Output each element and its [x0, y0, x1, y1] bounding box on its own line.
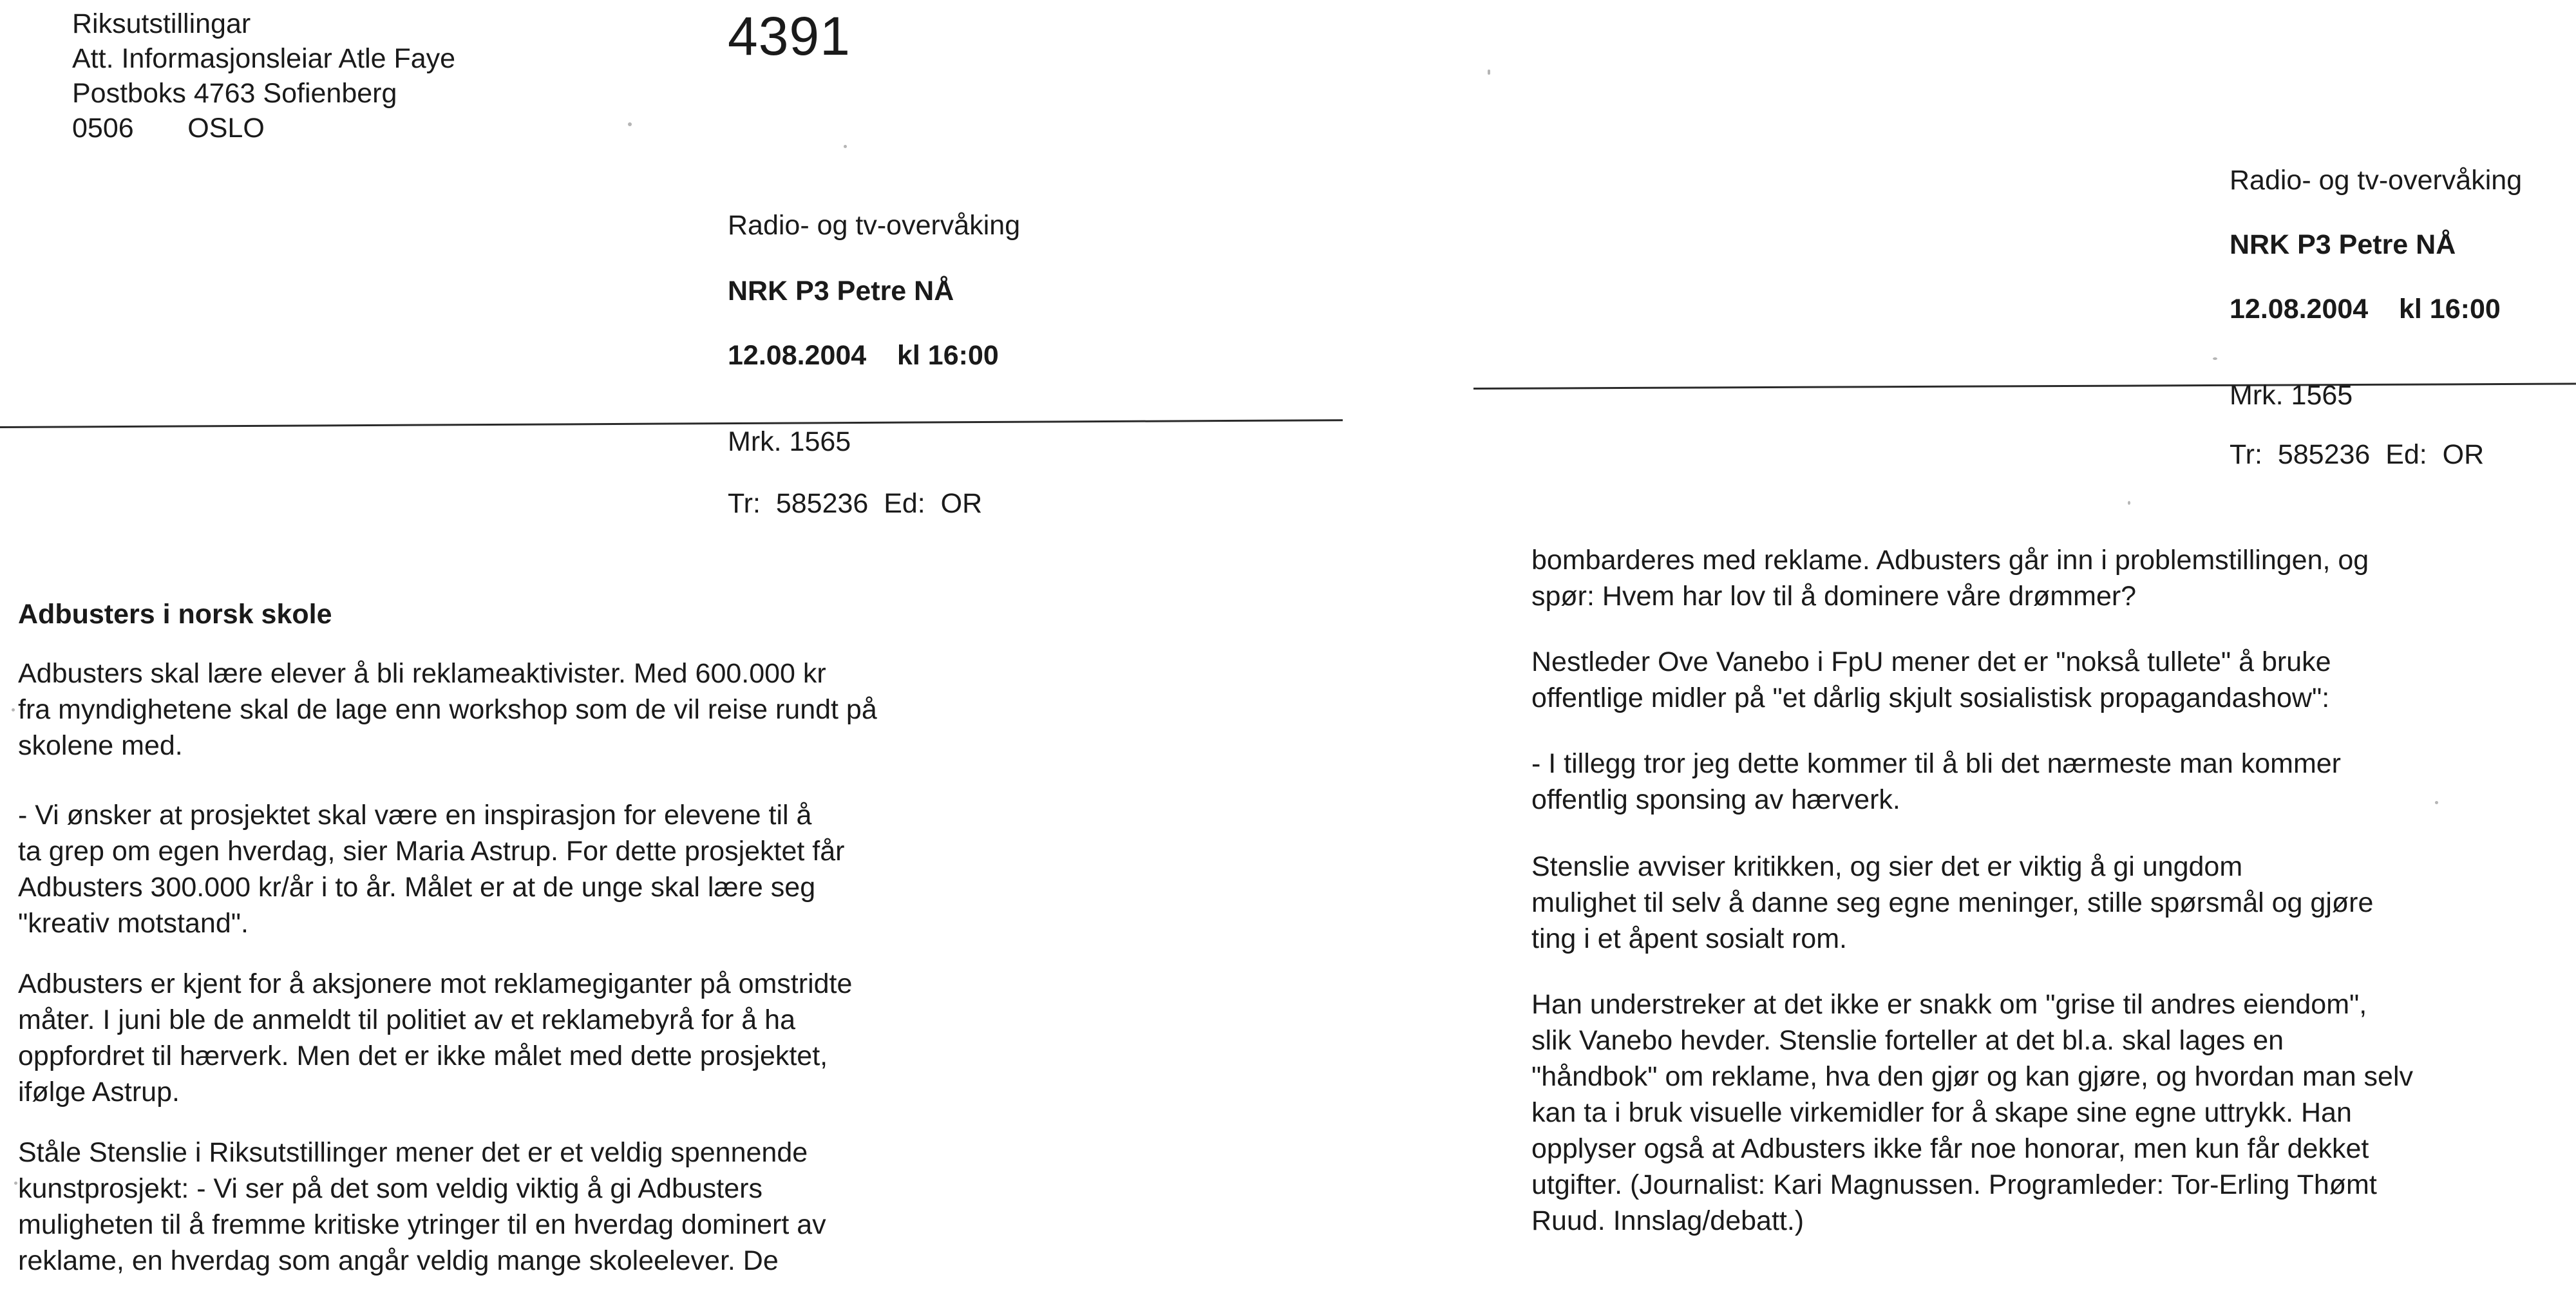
text-line: Adbusters skal lære elever å bli reklameaktivister. Med 600.000 kr: [18, 658, 826, 689]
text-line: bombarderes med reklame. Adbusters går inn i problemstillingen, og: [1531, 545, 2369, 576]
paragraph: [18, 1135, 826, 1279]
text-line: ifølge Astrup.: [18, 1077, 180, 1107]
article-title: Adbusters i norsk skole: [18, 599, 332, 630]
service-label: Radio- og tv-overvåking: [728, 210, 1021, 241]
text-line: Adbusters 300.000 kr/år i to år. Målet er at de unge skal lære seg: [18, 872, 816, 903]
text-line: oppfordret til hærverk. Men det er ikke målet med dette prosjektet,: [18, 1041, 828, 1071]
scan-speck: [2213, 357, 2217, 360]
text-line: "håndbok" om reklame, hva den gjør og kan gjøre, og hvordan man selv: [1531, 1061, 2414, 1092]
recipient-line: Riksutstillingar: [72, 8, 251, 39]
text-line: mulighet til selv å danne seg egne meninger, stille spørsmål og gjøre: [1531, 887, 2374, 918]
scan-speck: [628, 122, 632, 126]
programme-label: NRK P3 Petre NÅ: [728, 276, 954, 306]
text-line: Stenslie avviser kritikken, og sier det er viktig å gi ungdom: [1531, 851, 2243, 882]
date-time-label: 12.08.2004 kl 16:00: [2230, 294, 2501, 325]
text-line: slik Vanebo hevder. Stenslie forteller at det bl.a. skal lages en: [1531, 1025, 2284, 1056]
text-line: spør: Hvem har lov til å dominere våre drømmer?: [1531, 581, 2137, 612]
tr-ed-label: Tr: 585236 Ed: OR: [2230, 439, 2485, 470]
recipient-line: 0506 OSLO: [72, 113, 265, 144]
recipient-line: Att. Informasjonsleiar Atle Faye: [72, 43, 456, 74]
scan-speck: [2435, 801, 2438, 804]
text-line: skolene med.: [18, 730, 183, 761]
programme-label: NRK P3 Petre NÅ: [2230, 229, 2456, 260]
scan-speck: [14, 1182, 17, 1185]
header-divider: [0, 419, 1343, 428]
tr-ed-label: Tr: 585236 Ed: OR: [728, 488, 983, 519]
scan-speck: [844, 145, 847, 148]
text-line: offentlig sponsing av hærverk.: [1531, 784, 1900, 815]
text-line: Nestleder Ove Vanebo i FpU mener det er "nokså tullete" å bruke: [1531, 646, 2331, 677]
text-line: fra myndighetene skal de lage enn workshop som de vil reise rundt på: [18, 694, 877, 725]
scan-speck: [12, 708, 15, 711]
text-line: utgifter. (Journalist: Kari Magnussen. Programleder: Tor-Erling Thømt: [1531, 1169, 2377, 1200]
text-line: måter. I juni ble de anmeldt til politiet av et reklamebyrå for å ha: [18, 1004, 796, 1035]
paragraph: [1531, 644, 2331, 716]
text-line: - I tillegg tror jeg dette kommer til å bli det nærmeste man kommer: [1531, 748, 2341, 779]
paragraph: [18, 655, 877, 764]
service-label: Radio- og tv-overvåking: [2230, 165, 2523, 196]
scan-speck: [1488, 70, 1490, 75]
right-page: [1443, 0, 2576, 1291]
mrk-label: Mrk. 1565: [2230, 380, 2353, 411]
text-line: - Vi ønsker at prosjektet skal være en inspirasjon for elevene til å: [18, 800, 812, 831]
text-line: Ruud. Innslag/debatt.): [1531, 1205, 1804, 1236]
paragraph: [1531, 986, 2413, 1239]
text-line: kan ta i bruk visuelle virkemidler for å skape sine egne uttrykk. Han: [1531, 1097, 2352, 1128]
text-line: opplyser også at Adbusters ikke får noe honorar, men kun får dekket: [1531, 1133, 2369, 1164]
paragraph: [1531, 542, 2369, 614]
paragraph: [1531, 746, 2341, 818]
text-line: Han understreker at det ikke er snakk om "grise til andres eiendom",: [1531, 989, 2367, 1020]
text-line: ta grep om egen hverdag, sier Maria Astrup. For dette prosjektet får: [18, 836, 845, 867]
handwritten-number: 4391: [728, 6, 851, 66]
date-time-label: 12.08.2004 kl 16:00: [728, 340, 999, 371]
paragraph: [1531, 849, 2373, 957]
recipient-address: [72, 6, 455, 146]
text-line: muligheten til å fremme kritiske ytringer til en hverdag dominert av: [18, 1209, 826, 1240]
text-line: Ståle Stenslie i Riksutstillinger mener det er et veldig spennende: [18, 1137, 808, 1168]
text-line: "kreativ motstand".: [18, 908, 249, 939]
scan-speck: [2128, 501, 2130, 505]
recipient-line: Postboks 4763 Sofienberg: [72, 78, 397, 109]
paragraph: [18, 797, 844, 941]
text-line: ting i et åpent sosialt rom.: [1531, 923, 1847, 954]
text-line: reklame, en hverdag som angår veldig mange skoleelever. De: [18, 1245, 779, 1276]
paragraph: [18, 966, 852, 1110]
text-line: kunstprosjekt: - Vi ser på det som veldig viktig å gi Adbusters: [18, 1173, 762, 1204]
text-line: Adbusters er kjent for å aksjonere mot reklamegiganter på omstridte: [18, 968, 853, 999]
header-divider: [1473, 383, 2576, 390]
text-line: offentlige midler på "et dårlig skjult sosialistisk propagandashow":: [1531, 683, 2330, 713]
mrk-label: Mrk. 1565: [728, 426, 851, 457]
